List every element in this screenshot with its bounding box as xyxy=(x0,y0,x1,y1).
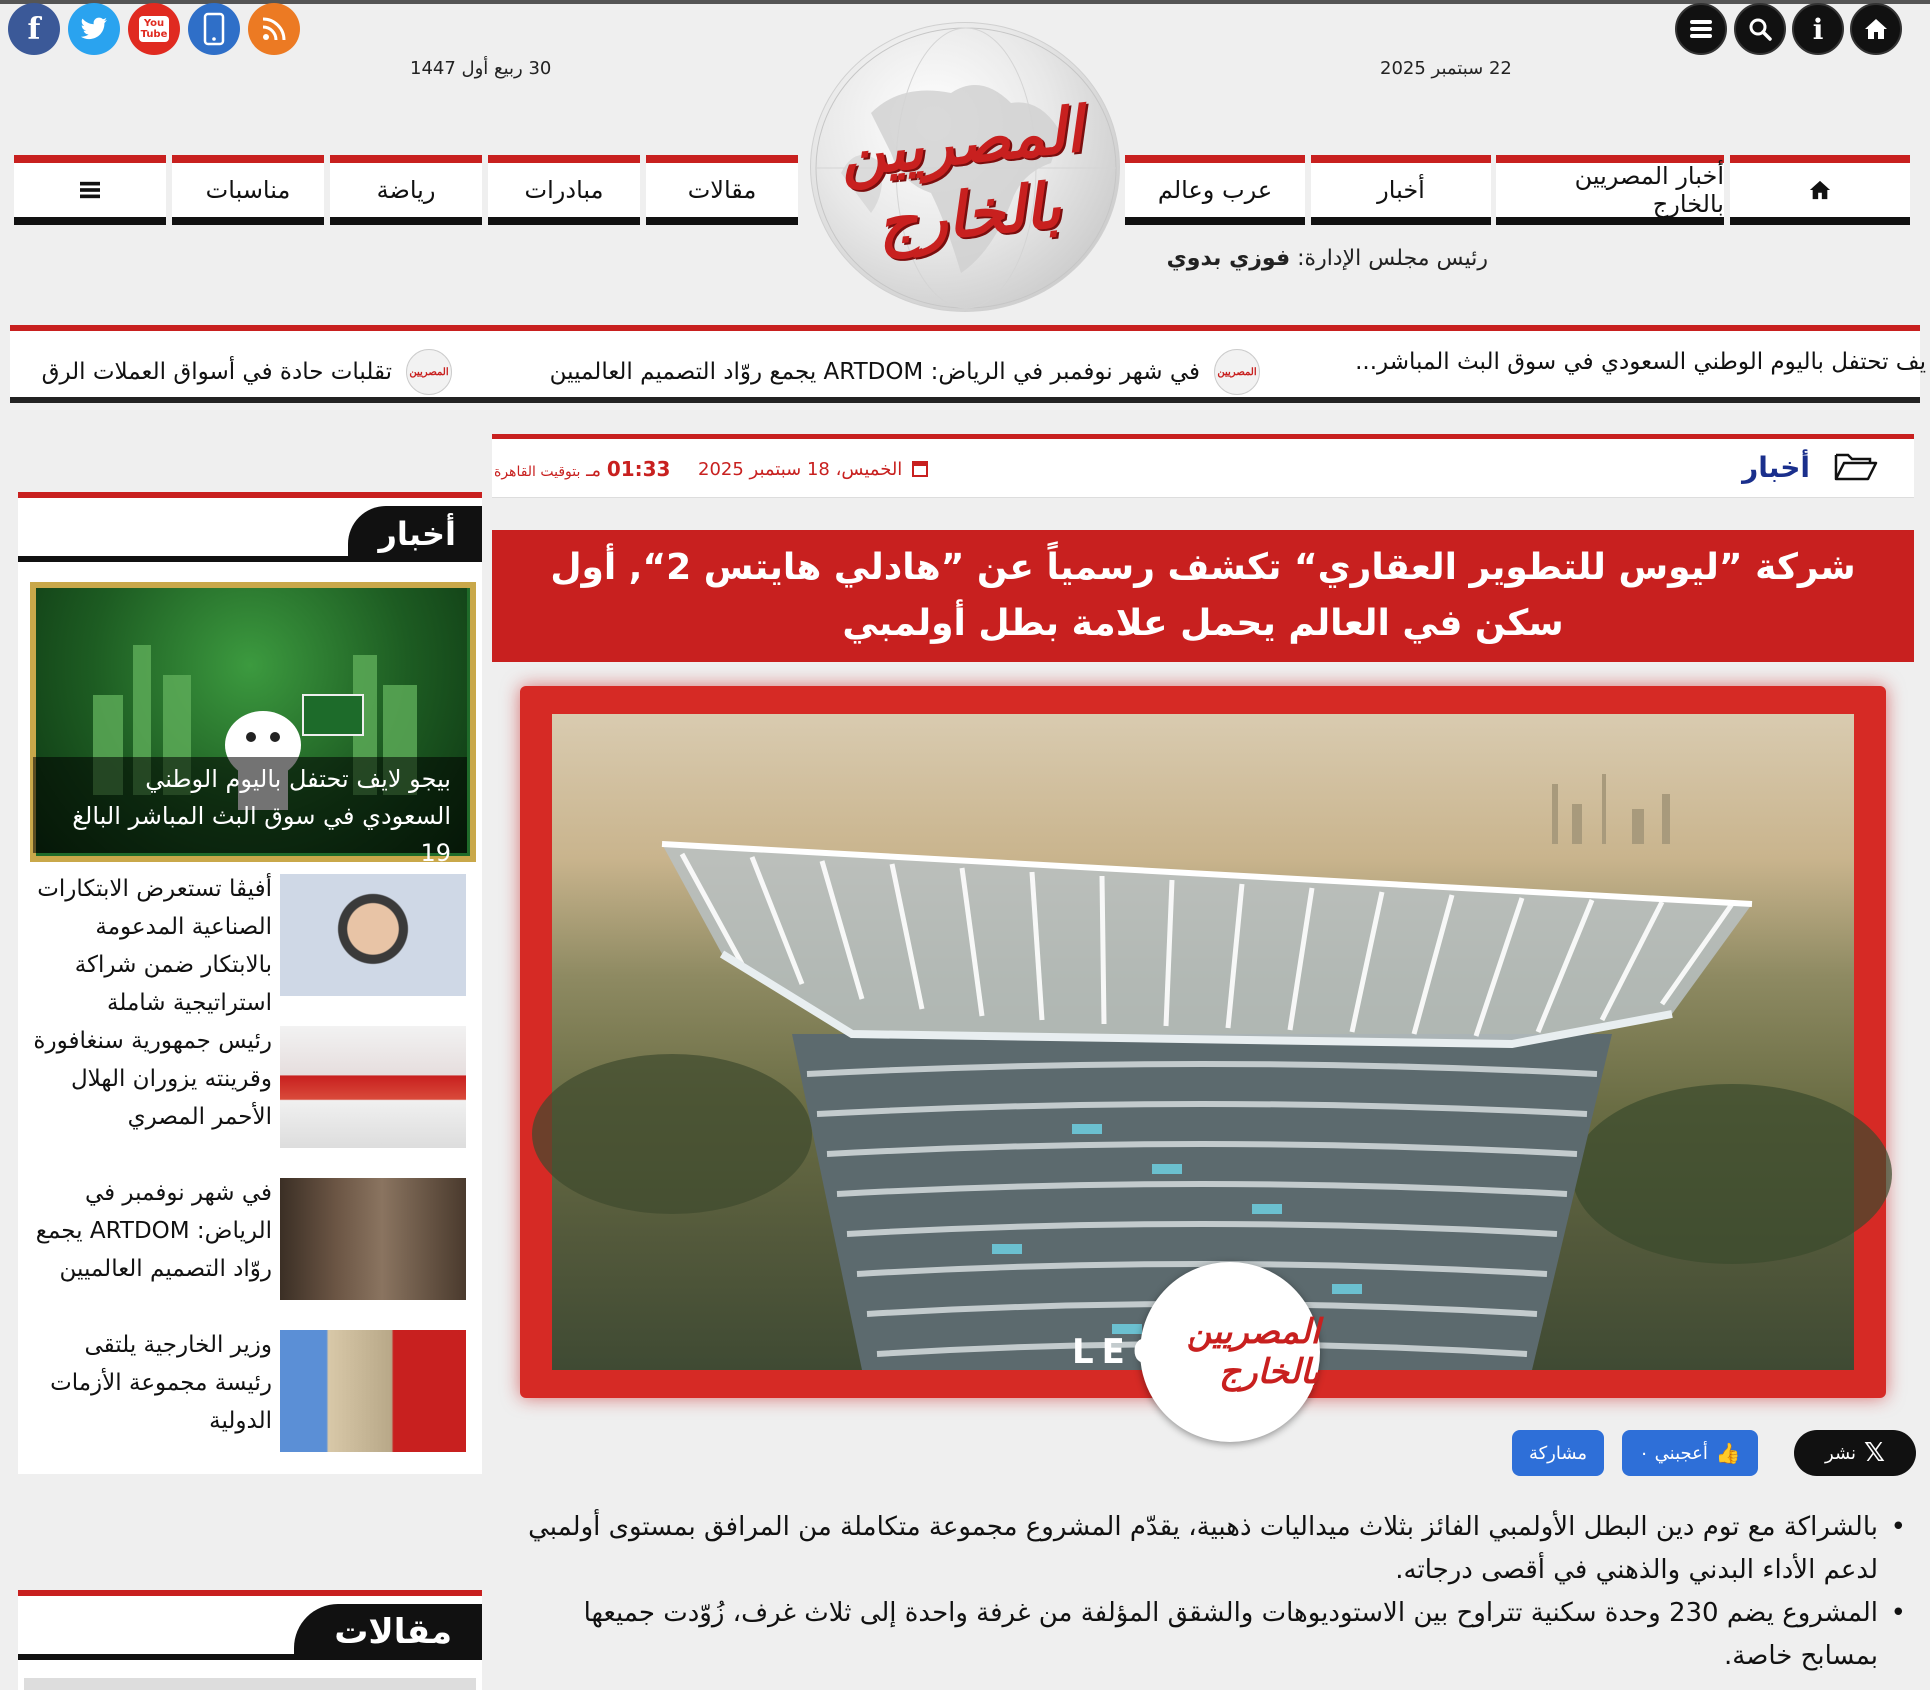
menu-icon[interactable] xyxy=(1675,3,1727,55)
info-icon[interactable]: i xyxy=(1792,3,1844,55)
sidebar-articles-panel xyxy=(18,1590,482,1690)
nav-egyptians-abroad[interactable]: أخبار المصريين بالخارج xyxy=(1496,155,1724,225)
hijri-date: 30 ربيع أول 1447 xyxy=(410,58,552,79)
chairman-label: رئيس مجلس الإدارة: xyxy=(1297,246,1488,271)
article-image[interactable] xyxy=(552,714,1854,1392)
chairman-name: فوزي بدوي xyxy=(1166,246,1291,271)
nav-news[interactable]: أخبار xyxy=(1311,155,1491,225)
nav-more-menu[interactable] xyxy=(14,155,166,225)
news-item-title: رئيس جمهورية سنغافورة وقرينته يزوران الهلال الأحمر المصري xyxy=(33,1028,272,1130)
ticker-item[interactable]: يف تحتفل باليوم الوطني السعودي في سوق البث المباشر... xyxy=(1355,349,1926,375)
sidebar-news-item[interactable] xyxy=(30,1178,470,1300)
sidebar-news-title[interactable]: أخبار xyxy=(348,506,482,562)
sidebar-feature-card[interactable] xyxy=(30,582,470,867)
nav-home[interactable] xyxy=(1730,155,1910,225)
mobile-app-icon[interactable] xyxy=(188,3,240,55)
gregorian-date: 22 سبتمبر 2025 xyxy=(1380,58,1512,79)
news-thumbnail xyxy=(280,874,466,996)
feature-caption: بيجو لايف تحتفل باليوم الوطني السعودي في سوق البث المباشر البالغ 19 xyxy=(33,757,467,853)
sidebar-news-item[interactable] xyxy=(30,1026,470,1148)
x-share-button[interactable]: 𝕏 نشر xyxy=(1794,1430,1916,1476)
ticker-item[interactable]: المصريين في شهر نوفمبر في الرياض: ARTDOM يجمع روّاد التصميم العالميين xyxy=(550,349,1260,395)
home-icon xyxy=(1808,179,1832,201)
home-icon[interactable] xyxy=(1850,3,1902,55)
share-button[interactable]: مشاركة xyxy=(1512,1430,1604,1476)
like-button[interactable]: 👍 أعجبني ٠ xyxy=(1622,1430,1758,1476)
folder-open-icon xyxy=(1834,449,1878,483)
mini-logo: المصريين xyxy=(1214,349,1260,395)
image-watermark-logo: المصريين بالخارج xyxy=(1140,1262,1320,1442)
news-item-title: أفيڤا تستعرض الابتكارات الصناعية المدعومة بالابتكار ضمن شراكة استراتيجية شاملة xyxy=(37,876,272,1016)
sidebar-articles-title[interactable]: مقالات xyxy=(294,1604,482,1660)
nav-sports[interactable]: رياضة xyxy=(330,155,482,225)
image-building-sign: LEOS xyxy=(1072,1332,1203,1372)
twitter-icon[interactable] xyxy=(68,3,120,55)
sidebar-articles-header xyxy=(18,1590,482,1660)
sidebar-news-header xyxy=(18,492,482,562)
hamburger-icon xyxy=(78,180,102,200)
ticker-item[interactable]: المصريين تقلبات حادة في أسواق العملات الرق xyxy=(42,349,452,395)
article-body xyxy=(506,1506,1906,1678)
article-bullet: • المشروع يضم 230 وحدة سكنية تتراوح بين الاستوديوهات والشقق المؤلفة من غرفة واحدة إلى ثلاث غرف، زُوّدت جميعها بمسابح خاصة. xyxy=(506,1592,1906,1678)
article-title: شركة ”ليوس للتطوير العقاري“ تكشف رسمياً عن ”هادلي هايتس 2“, أول سكن في العالم يحمل علامة بطل أولمبي xyxy=(492,530,1914,662)
top-strip xyxy=(0,0,1930,4)
youtube-icon[interactable]: You Tube xyxy=(128,3,180,55)
chairman-line xyxy=(1167,246,1488,271)
sidebar-news-item[interactable] xyxy=(30,874,470,1016)
x-logo-icon: 𝕏 xyxy=(1864,1438,1885,1468)
article-category-bar xyxy=(492,434,1914,498)
sidebar-news-item[interactable] xyxy=(30,1330,470,1452)
nav-arab-world[interactable]: عرب وعالم xyxy=(1125,155,1305,225)
nav-initiatives[interactable]: مبادرات xyxy=(488,155,640,225)
nav-articles[interactable]: مقالات xyxy=(646,155,798,225)
article-bullet: • بالشراكة مع توم دين البطل الأولمبي الفائز بثلاث ميداليات ذهبية، يقدّم المشروع مجموعة متكاملة من المرافق بمستوى أولمبي لدعم الأداء البدني والذهني في أقصى درجاته. xyxy=(506,1506,1906,1592)
news-thumbnail xyxy=(280,1026,466,1148)
news-thumbnail xyxy=(280,1330,466,1452)
nav-occasions[interactable]: مناسبات xyxy=(172,155,324,225)
rss-icon[interactable] xyxy=(248,3,300,55)
news-ticker xyxy=(10,325,1926,403)
article-image-frame xyxy=(520,686,1886,1398)
news-item-title: وزير الخارجية يلتقى رئيسة مجموعة الأزمات الدولية xyxy=(50,1332,272,1434)
article-category[interactable]: أخبار xyxy=(1742,451,1810,484)
article-date: الخميس، 18 سبتمبر 2025 xyxy=(698,459,928,480)
facebook-icon[interactable]: f xyxy=(8,3,60,55)
search-icon[interactable] xyxy=(1734,3,1786,55)
mini-logo: المصريين xyxy=(406,349,452,395)
thumbs-up-icon: 👍 xyxy=(1715,1441,1741,1465)
calendar-icon xyxy=(912,461,928,477)
news-thumbnail xyxy=(280,1178,466,1300)
article-time: 01:33 مـ بتوقيت القاهرة xyxy=(494,457,671,481)
news-item-title: في شهر نوفمبر في الرياض: ARTDOM يجمع روّاد التصميم العالميين xyxy=(35,1180,272,1282)
site-logo-text[interactable]: المصريين بالخارج xyxy=(836,92,1086,261)
